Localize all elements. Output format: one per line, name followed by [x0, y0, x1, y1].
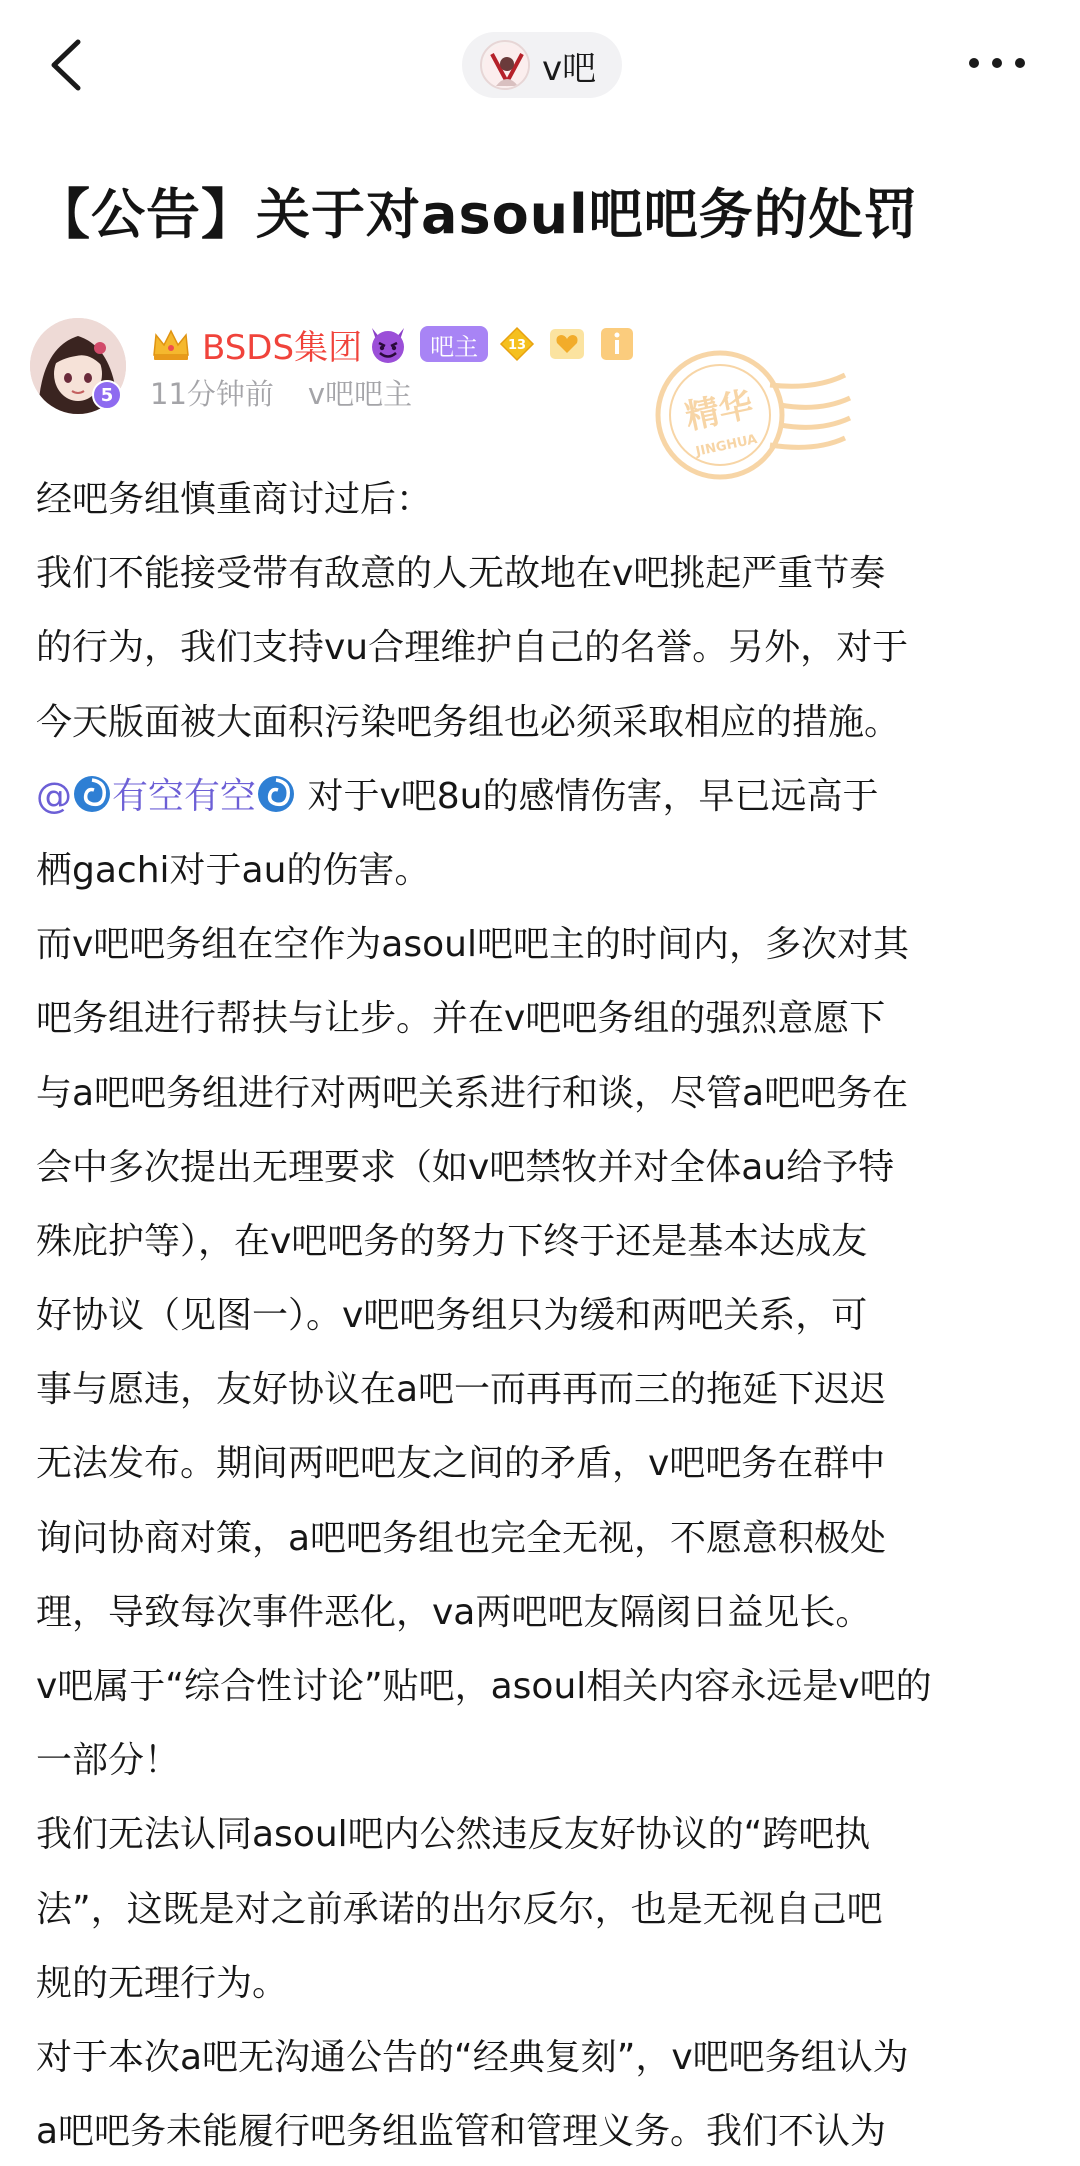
- body-line: 今天版面被大面积污染吧务组也必须采取相应的措施。: [36, 701, 901, 743]
- mention-line: [36, 760, 1056, 834]
- body-line: 法”，这既是对之前承诺的出尔反尔，也是无视自己吧: [36, 1888, 883, 1930]
- post-meta: [150, 372, 412, 413]
- user-level-badge: 5: [92, 380, 122, 410]
- more-dots-icon[interactable]: [962, 40, 1032, 86]
- body-line: 会中多次提出无理要求（如v吧禁牧并对全体au给予特: [36, 1146, 895, 1188]
- body-line: v吧属于“综合性讨论”贴吧，asoul相关内容永远是v吧的: [36, 1666, 932, 1707]
- top-nav: [0, 0, 1080, 132]
- author-row: [150, 320, 638, 368]
- back-arrow-icon[interactable]: [40, 30, 100, 100]
- body-line: 栖gachi对于au的伤害。: [36, 849, 431, 891]
- mention-name: 有空有空: [112, 775, 257, 817]
- body-line: 理，导致每次事件恶化，va两吧吧友隔阂日益见长。: [36, 1591, 872, 1633]
- info-badge-icon: [596, 323, 638, 365]
- author-name[interactable]: BSDS集团: [202, 327, 363, 368]
- body-line: 的行为，我们支持vu合理维护自己的名誉。另外，对于: [36, 627, 909, 669]
- body-line: 吧务组进行帮扶与让步。并在v吧吧务组的强烈意愿下: [36, 998, 886, 1040]
- body-line: 询问协商对策，a吧吧务组也完全无视，不愿意积极处: [36, 1517, 887, 1559]
- forum-entry-button[interactable]: [462, 32, 622, 98]
- stamp-sublabel: JINGHUA: [694, 431, 759, 460]
- svg-text:13: 13: [508, 338, 527, 353]
- moderator-badge: 吧主: [420, 326, 488, 362]
- body-line: a吧吧务未能履行吧务组监管和管理义务。我们不认为: [36, 2111, 887, 2153]
- body-line: 一部分！: [36, 1740, 181, 1782]
- body-line: 经吧务组慎重商讨过后：: [36, 479, 433, 520]
- body-line: 好协议（见图一）。v吧吧务组只为缓和两吧关系，可: [36, 1295, 868, 1337]
- body-line: 事与愿违，友好协议在a吧一而再再而三的拖延下迟迟: [36, 1369, 887, 1411]
- level-13-badge: [496, 323, 538, 365]
- post-body: [36, 463, 1056, 2166]
- body-line: 我们无法认同asoul吧内公然违反友好协议的“跨吧执: [36, 1814, 871, 1856]
- mention-at: @: [36, 775, 72, 817]
- body-line: 与a吧吧务组进行对两吧关系进行和谈，尽管a吧吧务在: [36, 1072, 909, 1114]
- mention-trailing-text: 对于v吧8u的感情伤害，早已远高于: [296, 775, 879, 817]
- heart-medal-icon: [546, 323, 588, 365]
- user-mention[interactable]: [36, 776, 296, 817]
- body-line: 规的无理行为。: [36, 1962, 289, 2004]
- devil-emoji-icon: [366, 322, 410, 366]
- body-line: 殊庇护等），在v吧吧务的努力下终于还是基本达成友: [36, 1220, 868, 1262]
- swirl-emoji-icon: [256, 774, 296, 814]
- crown-icon: [150, 323, 192, 365]
- body-line: 而v吧吧务组在空作为asoul吧吧主的时间内，多次对其: [36, 924, 909, 966]
- post-time: 11分钟前: [150, 377, 274, 411]
- body-line: 对于本次a吧无沟通公告的“经典复刻”，v吧吧务组认为: [36, 2036, 909, 2078]
- swirl-emoji-icon: [72, 774, 112, 814]
- forum-logo: [480, 40, 530, 90]
- forum-name: v吧: [542, 48, 597, 89]
- post-title: 【公告】关于对asoul吧吧务的处罚: [36, 183, 919, 246]
- body-line: 无法发布。期间两吧吧友之间的矛盾，v吧吧务在群中: [36, 1443, 886, 1485]
- body-line: 我们不能接受带有敌意的人无故地在v吧挑起严重节奏: [36, 553, 886, 595]
- author-role-text: v吧吧主: [307, 377, 413, 411]
- stamp-label: 精华: [681, 384, 757, 438]
